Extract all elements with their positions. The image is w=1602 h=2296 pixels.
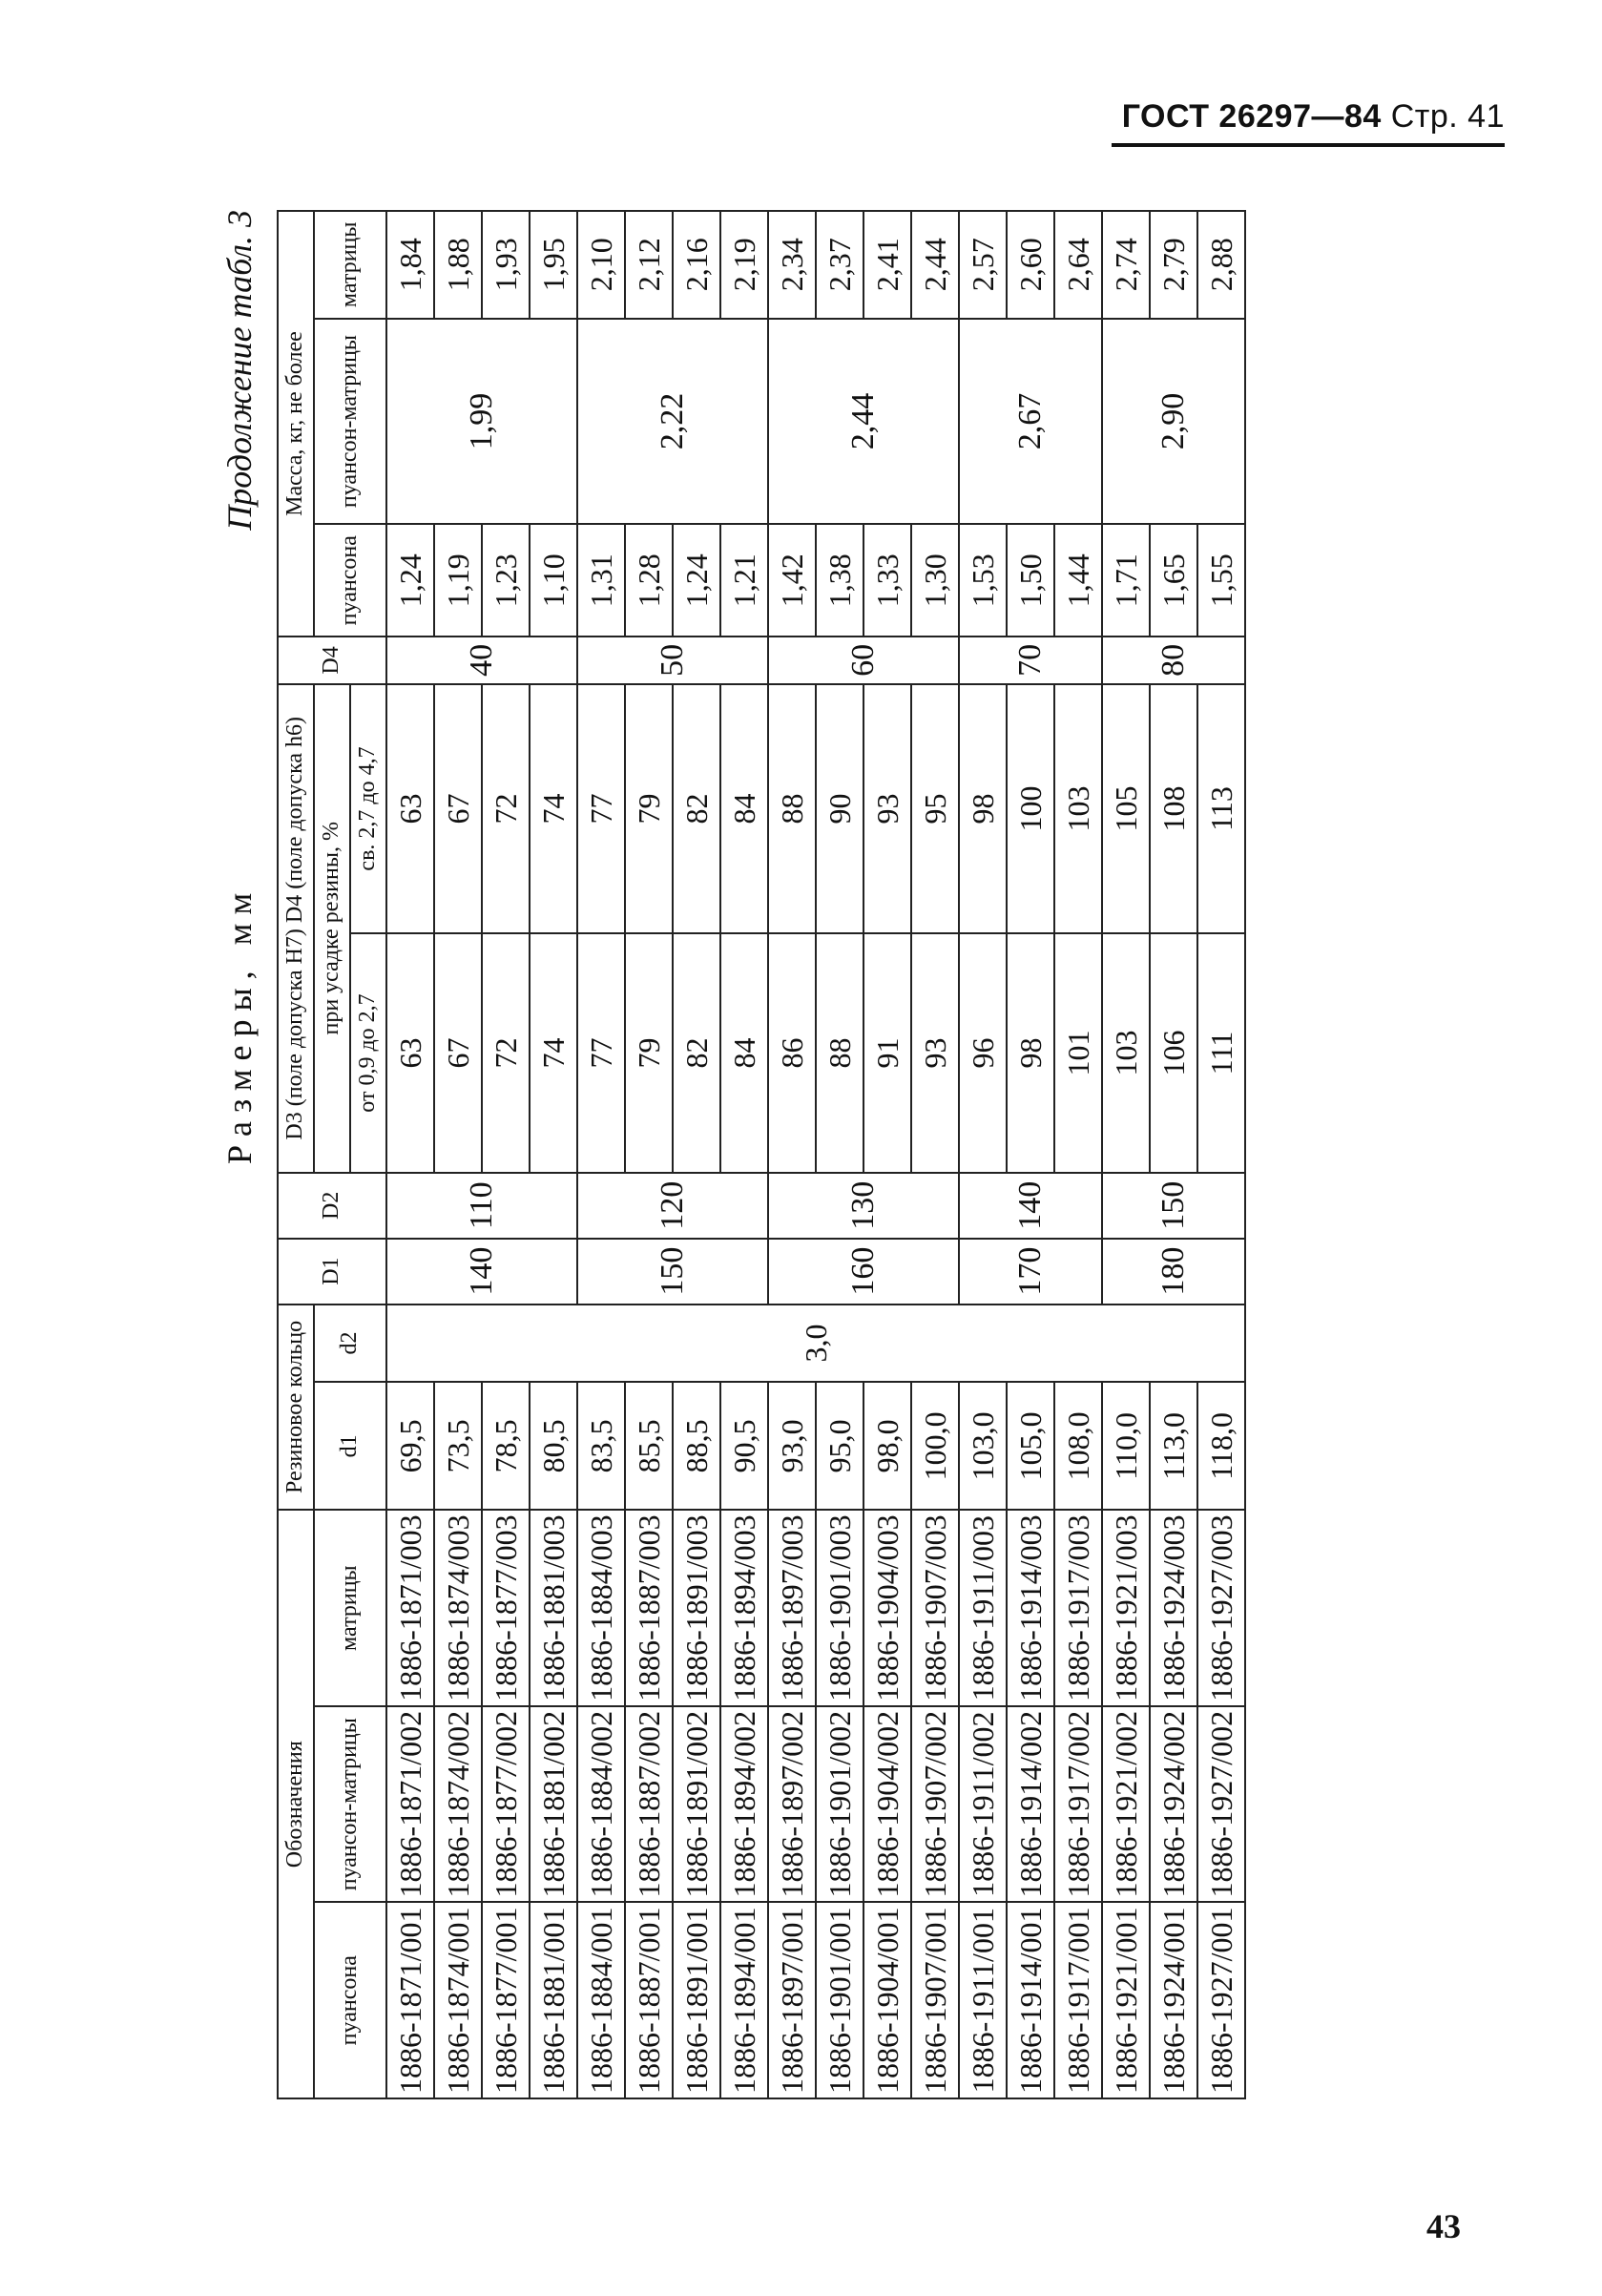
cell-d1: 110,0: [1102, 1382, 1150, 1510]
col-ring: Резиновое кольцо: [278, 1305, 314, 1511]
cell-punch-matrix: 1886-1907/002: [911, 1706, 959, 1903]
cell-punch-matrix: 1886-1921/002: [1102, 1706, 1150, 1903]
table-row: [577, 211, 625, 2098]
cell-mass-matrix: 2,88: [1197, 211, 1245, 319]
cell-matrix: 1886-1894/003: [720, 1510, 768, 1706]
cell-matrix: 1886-1917/003: [1054, 1510, 1102, 1706]
cell-matrix: 1886-1881/003: [530, 1510, 577, 1706]
standard-number: ГОСТ 26297—84: [1121, 98, 1382, 135]
cell-D2: 130: [768, 1173, 959, 1239]
cell-punch-matrix: 1886-1914/002: [1007, 1706, 1054, 1903]
col-D2: D2: [278, 1173, 386, 1239]
cell-shrink-lo: 111: [1197, 933, 1245, 1173]
cell-shrink-hi: 93: [863, 684, 911, 933]
cell-D1: 180: [1102, 1239, 1245, 1305]
cell-shrink-lo: 106: [1150, 933, 1197, 1173]
cell-D1: 140: [386, 1239, 577, 1305]
col-D1: D1: [278, 1239, 386, 1305]
cell-shrink-lo: 79: [625, 933, 673, 1173]
cell-d1: 113,0: [1150, 1382, 1197, 1510]
cell-shrink-hi: 74: [530, 684, 577, 933]
cell-D4: 70: [959, 637, 1102, 684]
cell-punch: 1886-1907/001: [911, 1902, 959, 2098]
cell-mass-pm: 2,22: [577, 319, 768, 525]
cell-punch-matrix: 1886-1877/002: [482, 1706, 530, 1903]
cell-punch-matrix: 1886-1897/002: [768, 1706, 816, 1903]
cell-mass-punch: 1,38: [816, 524, 863, 637]
cell-mass-punch: 1,71: [1102, 524, 1150, 637]
cell-shrink-hi: 98: [959, 684, 1007, 933]
cell-mass-punch: 1,24: [386, 524, 434, 637]
cell-punch: 1886-1881/001: [530, 1902, 577, 2098]
cell-punch: 1886-1871/001: [386, 1902, 434, 2098]
cell-d1: 83,5: [577, 1382, 625, 1510]
col-mass-punch: пуансона: [314, 524, 386, 637]
cell-shrink-hi: 79: [625, 684, 673, 933]
col-matrix: матрицы: [314, 1510, 386, 1706]
cell-shrink-hi: 95: [911, 684, 959, 933]
cell-shrink-hi: 100: [1007, 684, 1054, 933]
cell-d1: 88,5: [673, 1382, 720, 1510]
col-D3D4: D3 (поле допуска H7) D4 (поле допуска h6): [278, 684, 314, 1173]
cell-punch: 1886-1921/001: [1102, 1902, 1150, 2098]
cell-d1: 95,0: [816, 1382, 863, 1510]
cell-punch-matrix: 1886-1884/002: [577, 1706, 625, 1903]
cell-punch-matrix: 1886-1901/002: [816, 1706, 863, 1903]
cell-mass-punch: 1,50: [1007, 524, 1054, 637]
table-row: [959, 211, 1007, 2098]
col-d2: d2: [314, 1305, 386, 1383]
cell-punch-matrix: 1886-1871/002: [386, 1706, 434, 1903]
cell-shrink-lo: 84: [720, 933, 768, 1173]
cell-mass-matrix: 2,12: [625, 211, 673, 319]
page-label: Стр. 41: [1390, 98, 1505, 135]
table-row: [768, 211, 816, 2098]
cell-shrink-hi: 103: [1054, 684, 1102, 933]
cell-D2: 140: [959, 1173, 1102, 1239]
col-shrink: при усадке резины, %: [314, 684, 350, 1173]
cell-mass-pm: 2,90: [1102, 319, 1245, 525]
col-mass: Масса, кг, не более: [278, 211, 314, 637]
cell-shrink-lo: 88: [816, 933, 863, 1173]
cell-mass-matrix: 2,74: [1102, 211, 1150, 319]
cell-matrix: 1886-1887/003: [625, 1510, 673, 1706]
cell-shrink-lo: 74: [530, 933, 577, 1173]
cell-punch-matrix: 1886-1917/002: [1054, 1706, 1102, 1903]
cell-mass-matrix: 2,16: [673, 211, 720, 319]
col-shrink-hi: св. 2,7 до 4,7: [350, 684, 386, 933]
cell-punch: 1886-1894/001: [720, 1902, 768, 2098]
cell-shrink-lo: 72: [482, 933, 530, 1173]
cell-matrix: 1886-1904/003: [863, 1510, 911, 1706]
cell-d1: 118,0: [1197, 1382, 1245, 1510]
cell-mass-matrix: 2,41: [863, 211, 911, 319]
cell-mass-punch: 1,19: [434, 524, 482, 637]
cell-mass-matrix: 2,60: [1007, 211, 1054, 319]
table-body: [386, 211, 1245, 2098]
cell-mass-matrix: 1,93: [482, 211, 530, 319]
cell-punch-matrix: 1886-1887/002: [625, 1706, 673, 1903]
cell-mass-punch: 1,31: [577, 524, 625, 637]
col-d1: d1: [314, 1382, 386, 1510]
cell-shrink-lo: 63: [386, 933, 434, 1173]
cell-mass-matrix: 2,10: [577, 211, 625, 319]
cell-shrink-hi: 72: [482, 684, 530, 933]
cell-shrink-lo: 103: [1102, 933, 1150, 1173]
cell-d1: 78,5: [482, 1382, 530, 1510]
cell-punch: 1886-1884/001: [577, 1902, 625, 2098]
cell-shrink-hi: 105: [1102, 684, 1150, 933]
cell-d1: 90,5: [720, 1382, 768, 1510]
cell-D1: 160: [768, 1239, 959, 1305]
cell-mass-punch: 1,24: [673, 524, 720, 637]
cell-d1: 73,5: [434, 1382, 482, 1510]
cell-punch-matrix: 1886-1924/002: [1150, 1706, 1197, 1903]
cell-mass-punch: 1,33: [863, 524, 911, 637]
cell-D4: 60: [768, 637, 959, 684]
cell-shrink-hi: 90: [816, 684, 863, 933]
cell-mass-matrix: 2,37: [816, 211, 863, 319]
cell-punch: 1886-1897/001: [768, 1902, 816, 2098]
cell-matrix: 1886-1884/003: [577, 1510, 625, 1706]
dimensions-caption: Размеры, мм: [220, 884, 259, 1164]
cell-punch-matrix: 1886-1927/002: [1197, 1706, 1245, 1903]
cell-mass-punch: 1,55: [1197, 524, 1245, 637]
cell-mass-matrix: 2,34: [768, 211, 816, 319]
cell-matrix: 1886-1924/003: [1150, 1510, 1197, 1706]
cell-matrix: 1886-1914/003: [1007, 1510, 1054, 1706]
cell-shrink-hi: 88: [768, 684, 816, 933]
cell-matrix: 1886-1911/003: [959, 1510, 1007, 1706]
cell-shrink-lo: 101: [1054, 933, 1102, 1173]
cell-shrink-lo: 93: [911, 933, 959, 1173]
cell-shrink-lo: 67: [434, 933, 482, 1173]
col-mass-matrix: матрицы: [314, 211, 386, 319]
cell-punch: 1886-1917/001: [1054, 1902, 1102, 2098]
cell-mass-pm: 2,67: [959, 319, 1102, 525]
cell-punch-matrix: 1886-1911/002: [959, 1706, 1007, 1903]
cell-punch-matrix: 1886-1881/002: [530, 1706, 577, 1903]
col-punch: пуансона: [314, 1902, 386, 2098]
cell-mass-punch: 1,28: [625, 524, 673, 637]
cell-punch: 1886-1914/001: [1007, 1902, 1054, 2098]
cell-mass-pm: 1,99: [386, 319, 577, 525]
cell-D2: 110: [386, 1173, 577, 1239]
table-row: [386, 211, 434, 2098]
cell-matrix: 1886-1874/003: [434, 1510, 482, 1706]
cell-matrix: 1886-1901/003: [816, 1510, 863, 1706]
cell-D2: 150: [1102, 1173, 1245, 1239]
cell-shrink-hi: 84: [720, 684, 768, 933]
cell-d1: 80,5: [530, 1382, 577, 1510]
cell-punch: 1886-1904/001: [863, 1902, 911, 2098]
cell-shrink-lo: 96: [959, 933, 1007, 1173]
cell-shrink-lo: 91: [863, 933, 911, 1173]
page-number: 43: [1426, 2207, 1461, 2245]
col-D4: D4: [278, 637, 386, 684]
cell-matrix: 1886-1891/003: [673, 1510, 720, 1706]
cell-mass-pm: 2,44: [768, 319, 959, 525]
cell-mass-matrix: 1,84: [386, 211, 434, 319]
cell-D1: 170: [959, 1239, 1102, 1305]
cell-d1: 105,0: [1007, 1382, 1054, 1510]
cell-matrix: 1886-1921/003: [1102, 1510, 1150, 1706]
cell-punch: 1886-1927/001: [1197, 1902, 1245, 2098]
cell-d1: 98,0: [863, 1382, 911, 1510]
table-row: [1102, 211, 1150, 2098]
cell-punch-matrix: 1886-1874/002: [434, 1706, 482, 1903]
cell-shrink-hi: 67: [434, 684, 482, 933]
cell-D4: 80: [1102, 637, 1245, 684]
cell-matrix: 1886-1877/003: [482, 1510, 530, 1706]
cell-shrink-hi: 108: [1150, 684, 1197, 933]
cell-mass-punch: 1,42: [768, 524, 816, 637]
cell-mass-matrix: 1,95: [530, 211, 577, 319]
cell-d1: 93,0: [768, 1382, 816, 1510]
cell-D4: 50: [577, 637, 768, 684]
cell-mass-punch: 1,53: [959, 524, 1007, 637]
parts-table: [277, 210, 1246, 2099]
cell-shrink-lo: 98: [1007, 933, 1054, 1173]
cell-shrink-hi: 113: [1197, 684, 1245, 933]
cell-mass-punch: 1,30: [911, 524, 959, 637]
col-mass-pm: пуансон-матрицы: [314, 319, 386, 525]
cell-punch: 1886-1901/001: [816, 1902, 863, 2098]
page-header: [1122, 98, 1505, 136]
cell-punch: 1886-1877/001: [482, 1902, 530, 2098]
cell-matrix: 1886-1927/003: [1197, 1510, 1245, 1706]
col-shrink-lo: от 0,9 до 2,7: [350, 933, 386, 1173]
cell-D4: 40: [386, 637, 577, 684]
cell-d2: 3,0: [386, 1305, 1245, 1383]
cell-shrink-lo: 82: [673, 933, 720, 1173]
header-rule: [1112, 143, 1505, 147]
cell-punch-matrix: 1886-1904/002: [863, 1706, 911, 1903]
cell-mass-punch: 1,44: [1054, 524, 1102, 637]
cell-mass-matrix: 2,44: [911, 211, 959, 319]
cell-mass-matrix: 2,19: [720, 211, 768, 319]
cell-mass-punch: 1,21: [720, 524, 768, 637]
cell-punch: 1886-1887/001: [625, 1902, 673, 2098]
cell-shrink-hi: 82: [673, 684, 720, 933]
cell-mass-matrix: 1,88: [434, 211, 482, 319]
cell-D1: 150: [577, 1239, 768, 1305]
cell-punch: 1886-1891/001: [673, 1902, 720, 2098]
cell-mass-punch: 1,10: [530, 524, 577, 637]
cell-mass-punch: 1,23: [482, 524, 530, 637]
cell-d1: 108,0: [1054, 1382, 1102, 1510]
cell-d1: 85,5: [625, 1382, 673, 1510]
cell-D2: 120: [577, 1173, 768, 1239]
cell-mass-punch: 1,65: [1150, 524, 1197, 637]
col-punch-matrix: пуансон-матрицы: [314, 1706, 386, 1903]
col-designations: Обозначения: [278, 1510, 314, 2098]
cell-matrix: 1886-1897/003: [768, 1510, 816, 1706]
cell-mass-matrix: 2,79: [1150, 211, 1197, 319]
continuation-caption: Продолжение табл. 3: [220, 210, 259, 531]
cell-shrink-hi: 77: [577, 684, 625, 933]
cell-punch: 1886-1924/001: [1150, 1902, 1197, 2098]
cell-shrink-lo: 77: [577, 933, 625, 1173]
cell-mass-matrix: 2,57: [959, 211, 1007, 319]
cell-mass-matrix: 2,64: [1054, 211, 1102, 319]
cell-shrink-hi: 63: [386, 684, 434, 933]
rotated-table-block: [219, 210, 1441, 2099]
cell-d1: 69,5: [386, 1382, 434, 1510]
cell-matrix: 1886-1907/003: [911, 1510, 959, 1706]
cell-d1: 100,0: [911, 1382, 959, 1510]
cell-punch: 1886-1874/001: [434, 1902, 482, 2098]
cell-punch-matrix: 1886-1894/002: [720, 1706, 768, 1903]
cell-punch: 1886-1911/001: [959, 1902, 1007, 2098]
cell-punch-matrix: 1886-1891/002: [673, 1706, 720, 1903]
cell-matrix: 1886-1871/003: [386, 1510, 434, 1706]
cell-shrink-lo: 86: [768, 933, 816, 1173]
cell-d1: 103,0: [959, 1382, 1007, 1510]
